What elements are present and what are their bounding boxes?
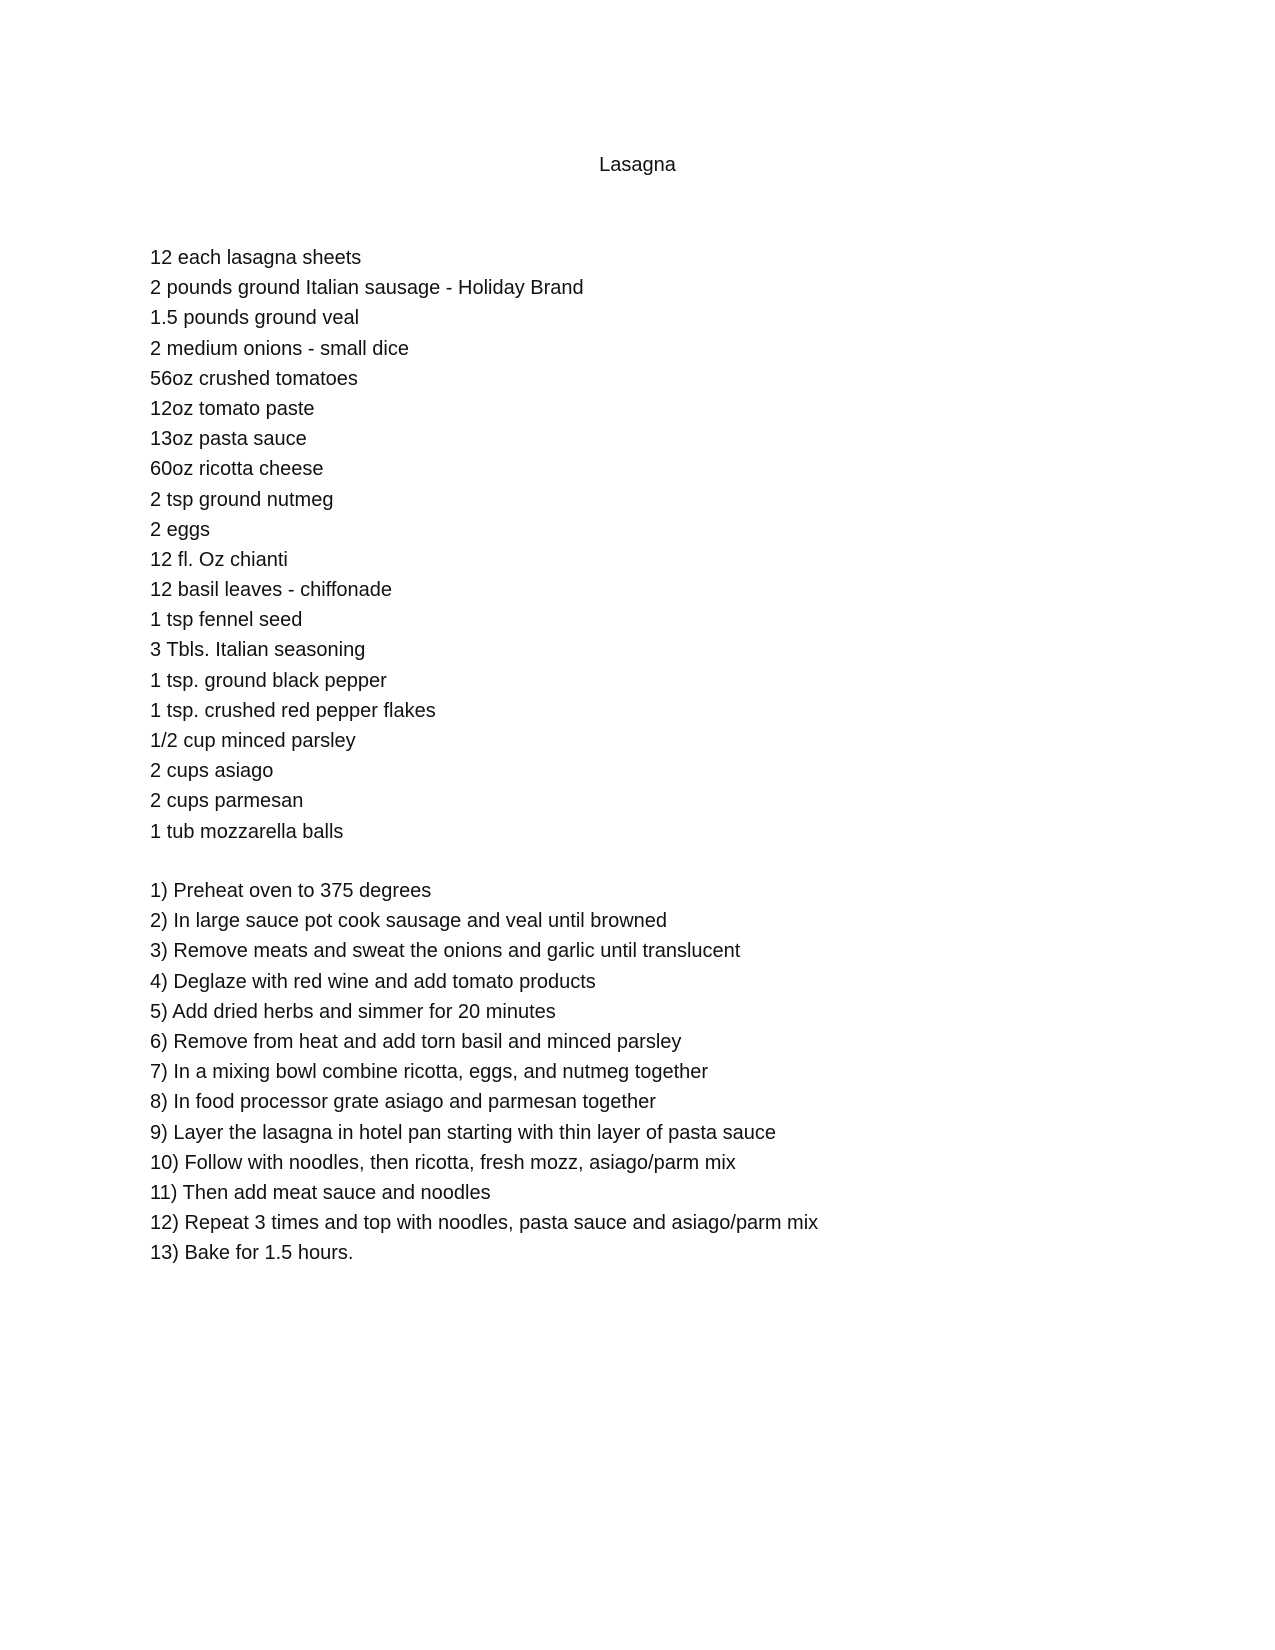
ingredient-item: 1 tsp. ground black pepper — [150, 669, 387, 692]
instruction-step: 7) In a mixing bowl combine ricotta, eggs, and nutmeg together — [150, 1061, 709, 1084]
ingredient-item: 2 pounds ground Italian sausage - Holiday Brand — [150, 277, 584, 300]
ingredient-item: 1/2 cup minced parsley — [150, 730, 356, 752]
instruction-step: 11) Then add meat sauce and noodles — [150, 1181, 491, 1204]
ingredient-item: 56oz crushed tomatoes — [150, 367, 358, 390]
ingredient-item: 2 cups parmesan — [150, 790, 304, 813]
ingredient-item: 2 eggs — [150, 518, 211, 541]
ingredient-item: 1 tsp. crushed red pepper flakes — [150, 699, 436, 722]
ingredient-item: 1.5 pounds ground veal — [150, 307, 360, 330]
instruction-list — [150, 876, 818, 1268]
ingredient-item: 3 Tbls. Italian seasoning — [150, 639, 366, 662]
ingredient-item: 2 tsp ground nutmeg — [150, 488, 334, 511]
instruction-step: 2) In large sauce pot cook sausage and veal until browned — [150, 910, 668, 933]
instruction-step: 3) Remove meats and sweat the onions and garlic until translucent — [150, 940, 741, 963]
ingredient-item: 12 each lasagna sheets — [150, 247, 362, 269]
ingredient-item: 2 cups asiago — [150, 760, 274, 783]
instruction-step: 4) Deglaze with red wine and add tomato products — [150, 970, 596, 993]
instruction-step: 12) Repeat 3 times and top with noodles, pasta sauce and asiago/parm mix — [150, 1212, 819, 1235]
recipe-title: Lasagna — [599, 154, 676, 176]
instruction-step: 13) Bake for 1.5 hours. — [150, 1242, 354, 1265]
ingredient-item: 1 tsp fennel seed — [150, 609, 303, 632]
ingredient-item: 2 medium onions - small dice — [150, 337, 409, 360]
instruction-step: 5) Add dried herbs and simmer for 20 minutes — [150, 1000, 556, 1023]
ingredient-item: 60oz ricotta cheese — [150, 458, 324, 481]
ingredient-item: 13oz pasta sauce — [150, 428, 307, 451]
instruction-step: 10) Follow with noodles, then ricotta, fresh mozz, asiago/parm mix — [150, 1151, 736, 1174]
instruction-step: 1) Preheat oven to 375 degrees — [150, 880, 432, 902]
instruction-step: 6) Remove from heat and add torn basil and minced parsley — [150, 1030, 682, 1053]
ingredient-item: 12 basil leaves - chiffonade — [150, 579, 393, 602]
ingredient-item: 12 fl. Oz chianti — [150, 548, 288, 571]
ingredient-item: 1 tub mozzarella balls — [150, 820, 344, 843]
ingredient-item: 12oz tomato paste — [150, 397, 315, 420]
ingredient-list — [150, 243, 584, 847]
instruction-step: 9) Layer the lasagna in hotel pan starting with thin layer of pasta sauce — [150, 1121, 776, 1144]
instruction-step: 8) In food processor grate asiago and parmesan together — [150, 1091, 656, 1114]
